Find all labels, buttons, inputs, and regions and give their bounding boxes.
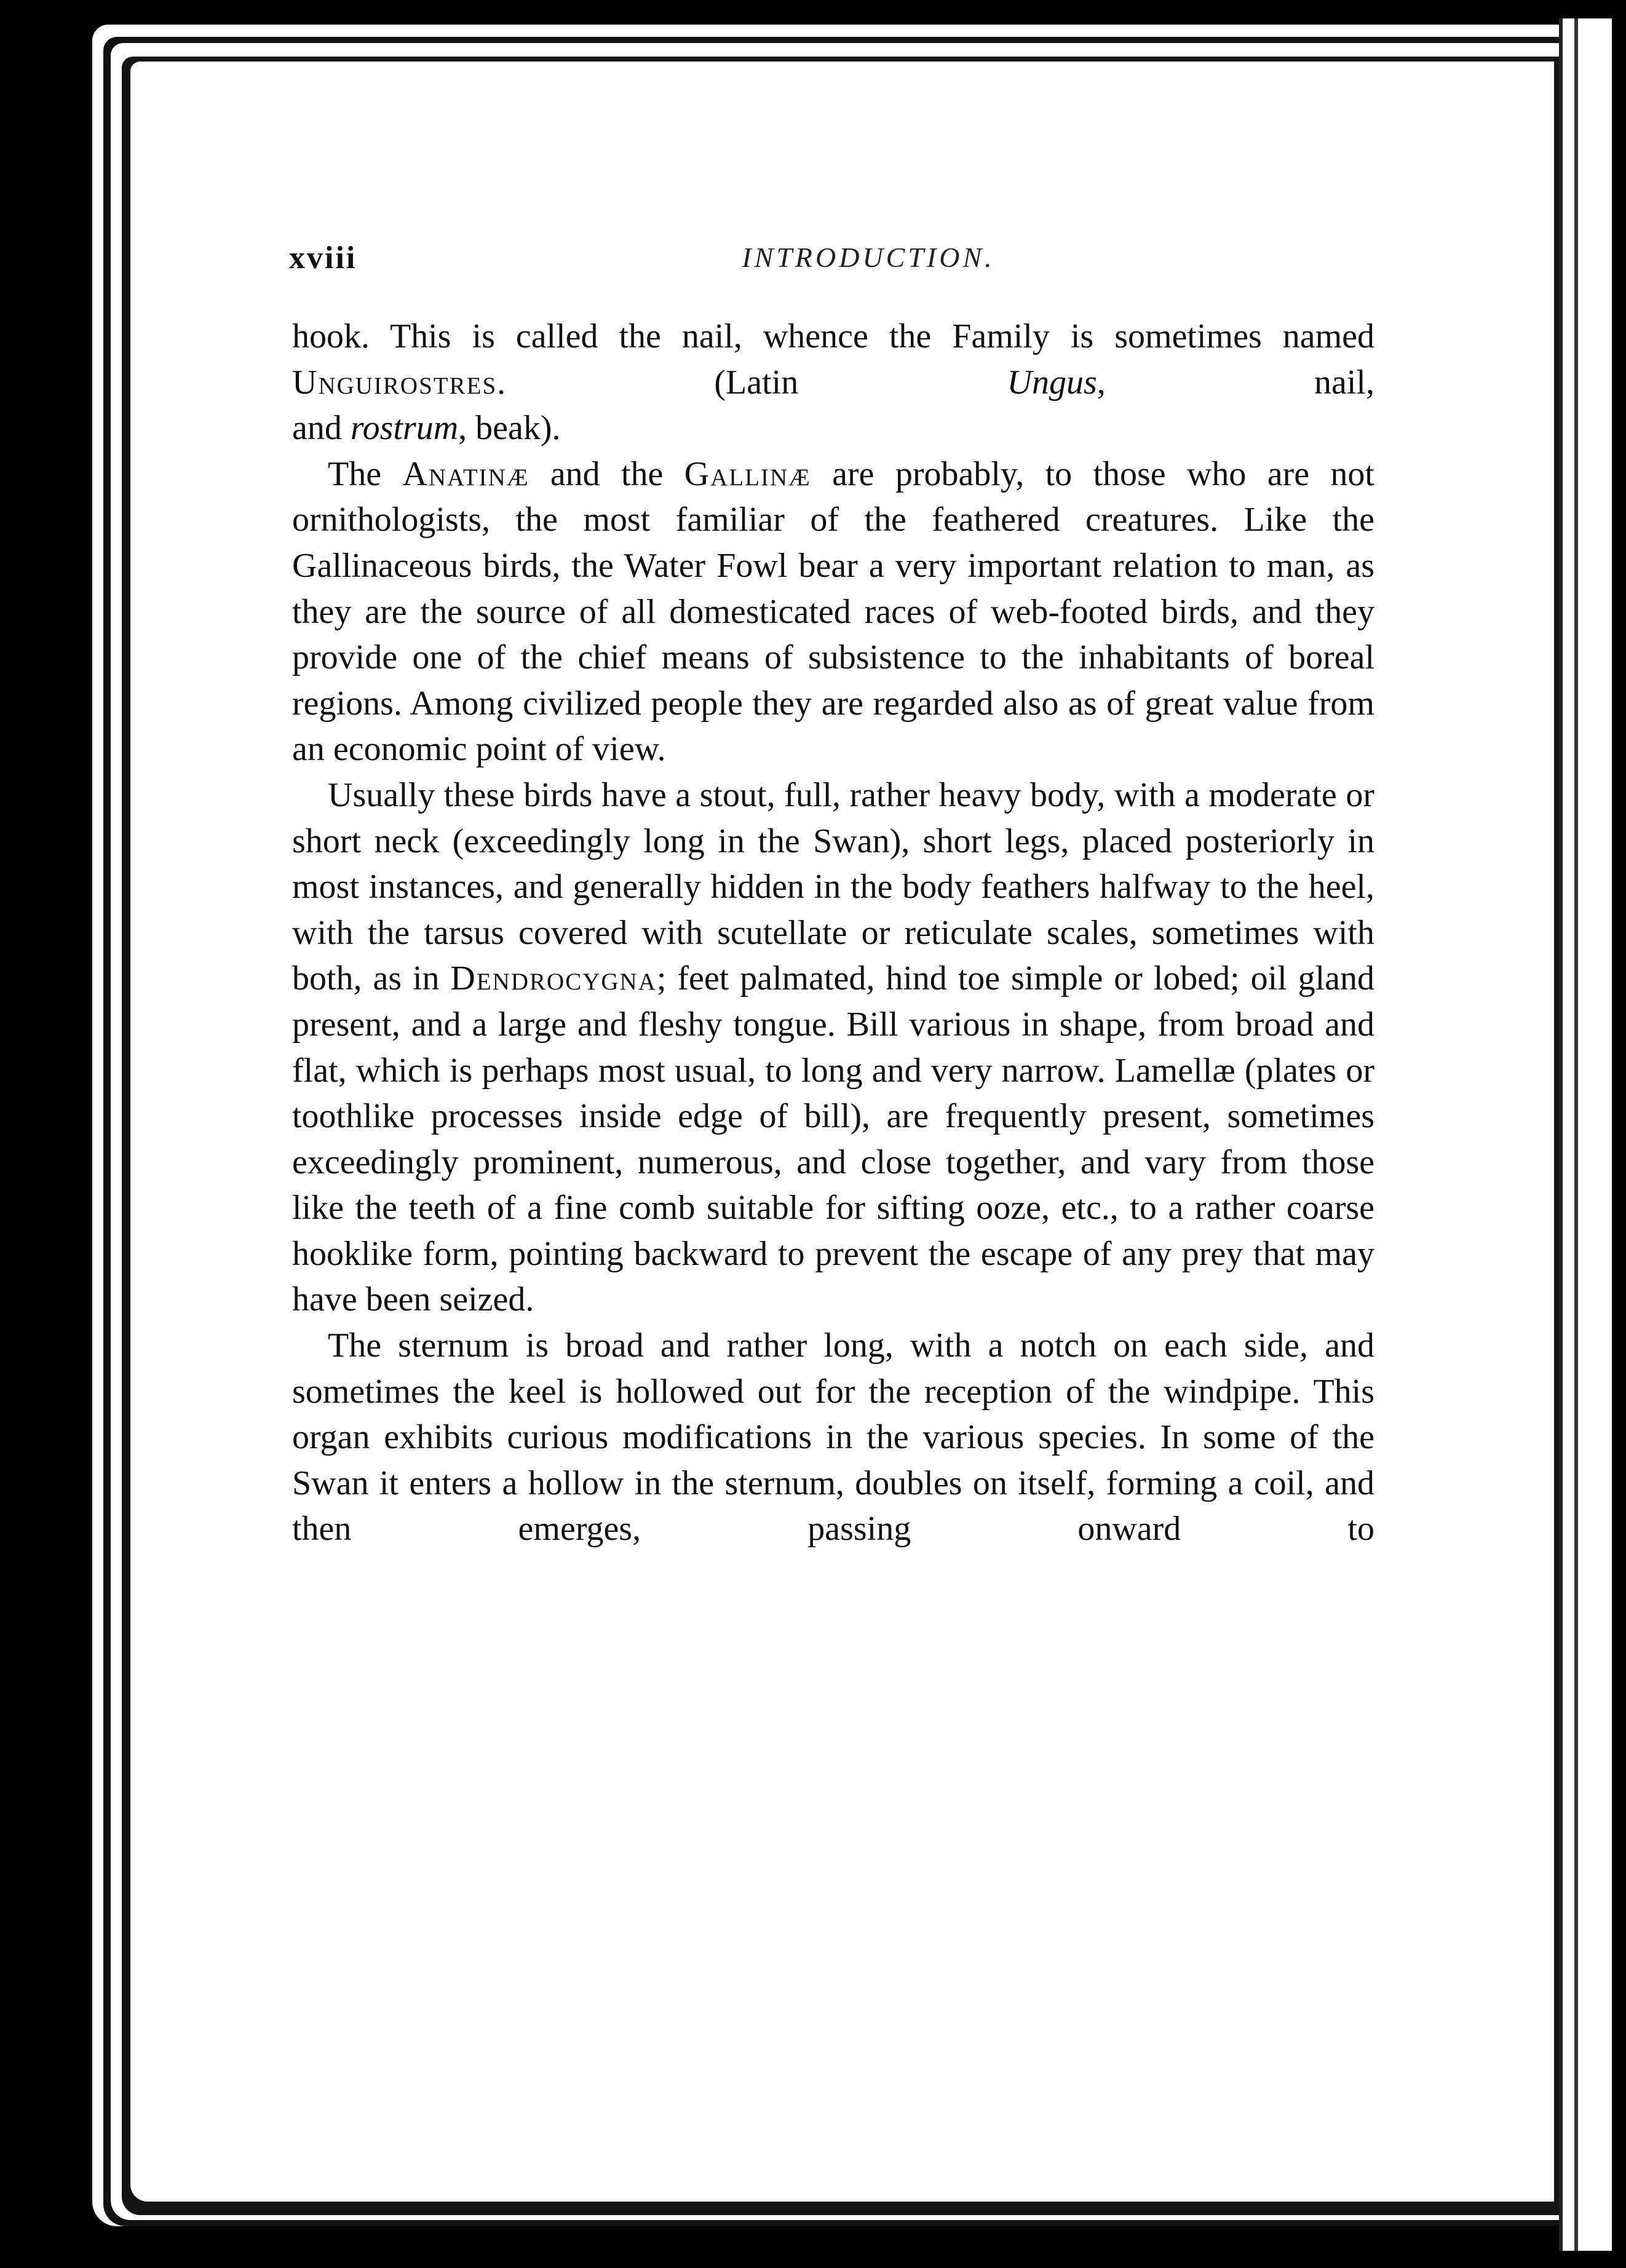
text-run-smallcaps: Dendrocygna: [450, 959, 657, 998]
text-run: . (Latin: [497, 363, 1007, 402]
book-gutter-line: [1574, 18, 1578, 2251]
body-text: [292, 314, 1374, 1552]
text-run: , beak).: [458, 409, 561, 448]
text-run: and the: [529, 454, 684, 493]
paragraph-1-end: [292, 405, 1374, 451]
text-run: sometimes named: [1114, 317, 1374, 355]
book-gutter: [1559, 18, 1612, 2251]
text-run: hook. This is called the nail, whence the Family is: [292, 317, 1094, 355]
text-run: are probably, to those who are not ornithologists, the most familiar of the feathered creatures. Like the Gallinaceous birds, the Water Fowl bear a very important relation to man, as they are the source of all domesticated races of web-footed birds, and they provide one of the chief means of subsistence to the inhabitants of boreal regions. Among civilized people they are regarded also as of great value from an economic point of view.: [292, 454, 1374, 769]
paragraph-2: [292, 451, 1374, 772]
text-run: and: [292, 409, 351, 448]
text-run: Usually these birds have a stout, full, rather heavy body, with a moderate or short neck (exceedingly long in the Swan), short legs, placed posteriorly in most instances, and generally hidden in the body feathers halfway to the heel, with the tarsus covered with scutellate or reticulate scales, sometimes with both, as in: [292, 775, 1374, 998]
text-run: The sternum is broad and rather long, with a notch on each side, and sometimes the keel is hollowed out for the reception of the windpipe. This organ exhibits curious modifications in the various species. In some of the Swan it enters a hollow in the sternum, doubles on itself, forming a coil, and then emerges, passing onward to: [292, 1326, 1374, 1548]
paragraph-1: [292, 314, 1374, 405]
text-run-smallcaps: Gallinæ: [684, 454, 811, 493]
text-run: , nail,: [1097, 363, 1374, 402]
page-header: [0, 240, 1626, 283]
text-run: ; feet palmated, hind toe simple or lobed; oil gland present, and a large and fleshy tongue. Bill various in shape, from broad and flat, which is perhaps most usual, to long and very narrow. Lamellæ (plates or toothlike processes inside edge of bill), are frequently present, sometimes exceedingly prominent, numerous, and close together, and vary from those like the teeth of a fine comb suitable for sifting ooze, etc., to a rather coarse hooklike form, pointing backward to prevent the escape of any prey that may have been seized.: [292, 959, 1374, 1319]
text-run: The: [328, 454, 403, 493]
text-run-smallcaps: Unguirostres: [292, 363, 498, 402]
text-run-italic: rostrum: [350, 409, 459, 448]
page-number: xviii: [289, 240, 357, 276]
paragraph-3: [292, 772, 1374, 1323]
running-head: INTRODUCTION.: [742, 242, 995, 273]
paragraph-4: [292, 1323, 1374, 1552]
text-run-italic: Ungus: [1007, 363, 1097, 402]
text-run-smallcaps: Anatinæ: [402, 454, 529, 493]
